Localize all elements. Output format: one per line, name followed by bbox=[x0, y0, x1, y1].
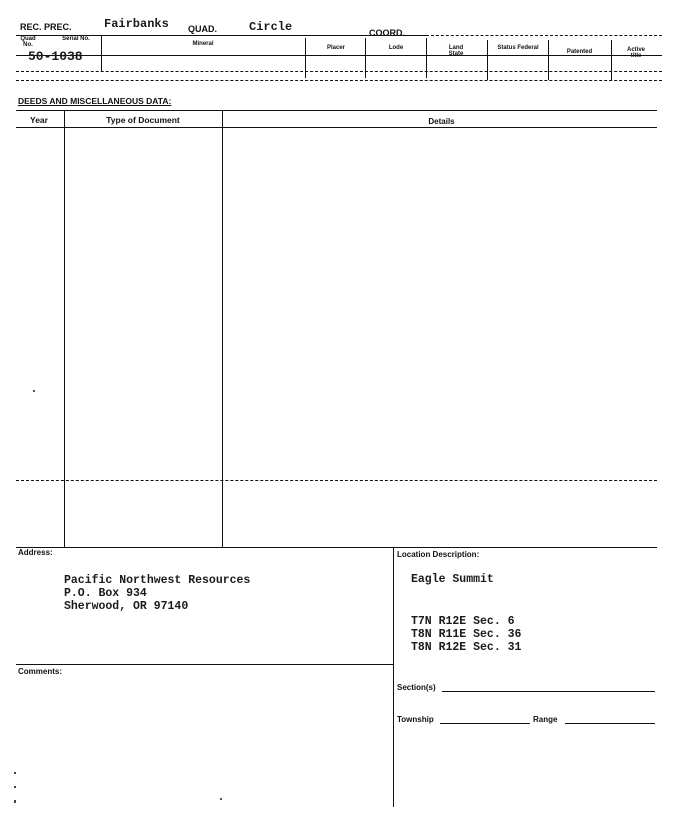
address-location-divider bbox=[393, 547, 394, 807]
col-status-federal: Status Federal bbox=[497, 45, 539, 51]
scan-speck bbox=[220, 798, 222, 800]
deeds-col-year: Year bbox=[30, 115, 48, 125]
deeds-section-title: DEEDS AND MISCELLANEOUS DATA: bbox=[18, 96, 172, 106]
deeds-col-type: Type of Document bbox=[106, 115, 180, 125]
comments-top-line bbox=[16, 664, 393, 665]
header-divider-6 bbox=[548, 40, 549, 80]
rec-prec-value: Fairbanks bbox=[104, 17, 169, 31]
quad-value: Circle bbox=[249, 20, 293, 34]
col-patented: Patented bbox=[566, 49, 593, 55]
comments-label: Comments: bbox=[18, 667, 63, 676]
scan-speck bbox=[14, 800, 16, 803]
section-blank-line bbox=[442, 691, 655, 692]
location-line-3: T8N R12E Sec. 31 bbox=[411, 641, 522, 654]
scan-speck bbox=[14, 772, 16, 774]
deeds-col-details: Details bbox=[428, 117, 455, 126]
deeds-bottom-line bbox=[16, 547, 657, 548]
col-placer: Placer bbox=[326, 45, 345, 51]
address-label: Address: bbox=[18, 548, 53, 557]
header-divider-1 bbox=[101, 35, 102, 71]
deeds-divider-type bbox=[222, 110, 223, 547]
col-lode: Lode bbox=[388, 45, 404, 51]
location-label: Location Description: bbox=[397, 550, 480, 559]
col-land-status-state: Land State bbox=[448, 45, 464, 57]
township-blank-line bbox=[440, 723, 530, 724]
location-line-1: T7N R12E Sec. 6 bbox=[411, 615, 515, 628]
deeds-divider-year bbox=[64, 110, 65, 547]
rec-prec-label: REC. PREC. bbox=[20, 22, 72, 32]
range-blank-line bbox=[565, 723, 655, 724]
scan-speck bbox=[14, 786, 16, 788]
deeds-header-line bbox=[16, 127, 657, 128]
col-serial-no: Serial No. bbox=[62, 36, 90, 42]
range-label: Range bbox=[533, 715, 558, 724]
header-top-dashed-line bbox=[426, 35, 662, 36]
header-mid-line bbox=[16, 55, 662, 56]
deeds-top-line bbox=[16, 110, 657, 111]
col-quad-no: Quad No. bbox=[20, 36, 36, 48]
section-label: Section(s) bbox=[397, 683, 436, 692]
col-mineral: Mineral bbox=[192, 41, 214, 47]
header-under-line bbox=[16, 80, 662, 81]
deeds-dashed-separator bbox=[16, 480, 657, 481]
col-active-title: Active title bbox=[626, 47, 645, 59]
location-line-2: T8N R11E Sec. 36 bbox=[411, 628, 522, 641]
township-label: Township bbox=[397, 715, 434, 724]
address-line-3: Sherwood, OR 97140 bbox=[64, 600, 189, 613]
quad-label: QUAD. bbox=[188, 24, 217, 34]
scan-speck bbox=[33, 390, 35, 392]
header-divider-2 bbox=[305, 38, 306, 78]
header-bottom-dashed-line bbox=[16, 71, 662, 72]
address-line-1: Pacific Northwest Resources bbox=[64, 574, 251, 587]
location-name: Eagle Summit bbox=[411, 573, 494, 586]
header-divider-3 bbox=[365, 38, 366, 78]
quad-serial-value: 50-1038 bbox=[28, 49, 83, 64]
coord-label: COORD. bbox=[369, 28, 405, 38]
header-divider-5 bbox=[487, 40, 488, 80]
header-divider-7 bbox=[611, 40, 612, 80]
address-line-2: P.O. Box 934 bbox=[64, 587, 147, 600]
header-divider-4 bbox=[426, 38, 427, 78]
